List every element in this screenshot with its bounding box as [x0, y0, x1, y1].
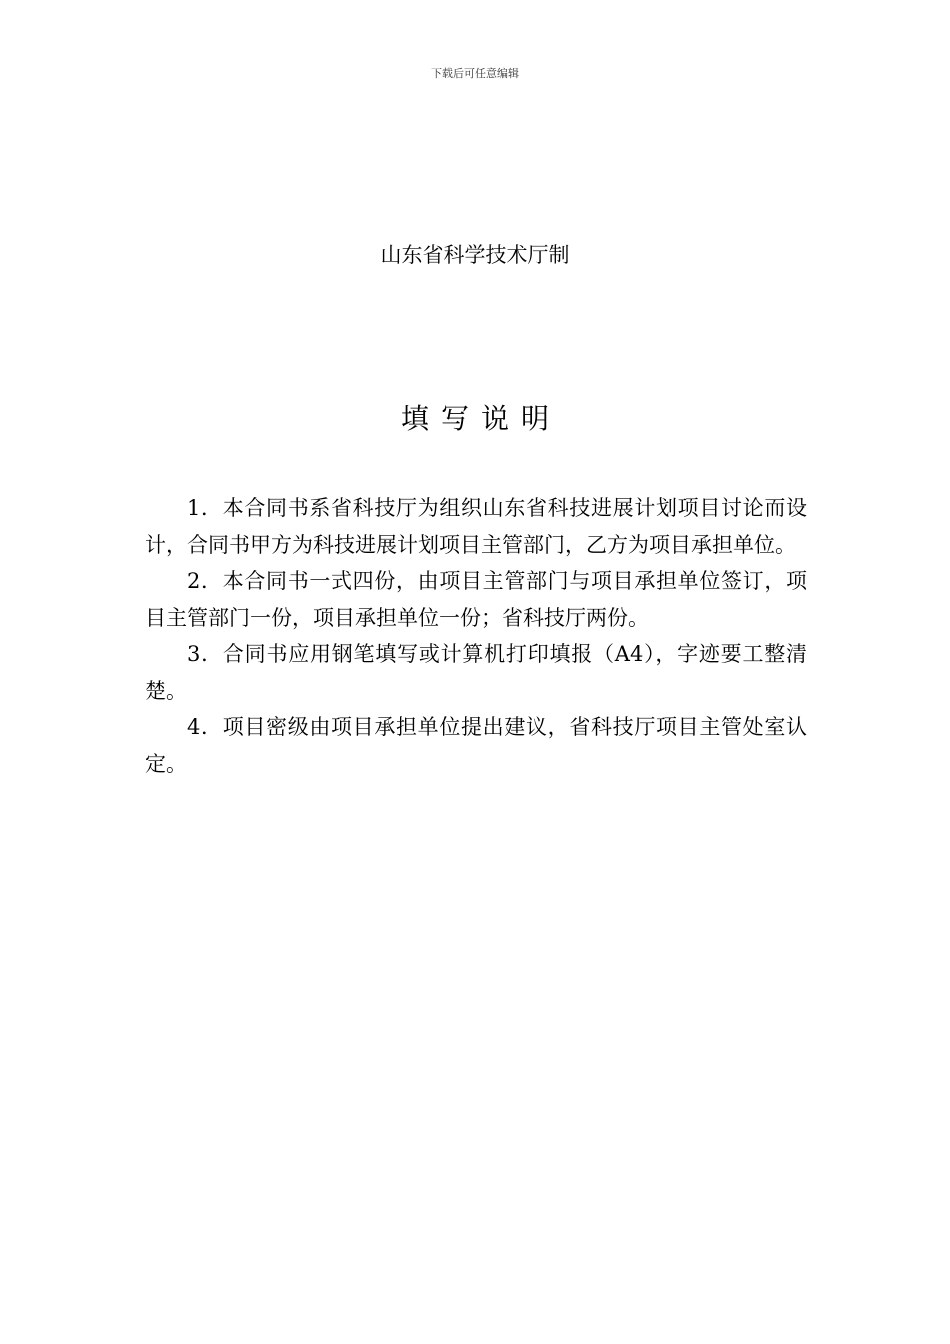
section-title: 填写说明	[400, 402, 561, 435]
header-note: 下载后可任意编辑	[431, 67, 519, 80]
instruction-item-2: 2．本合同书一式四份，由项目主管部门与项目承担单位签订，项目主管部门一份，项目承担单位一份；省科技厅两份。	[145, 569, 807, 630]
issuer-line: 山东省科学技术厅制	[380, 243, 570, 267]
instruction-item-3: 3．合同书应用钢笔填写或计算机打印填报（A4），字迹要工整清楚。	[145, 642, 807, 703]
instruction-item-4: 4．项目密级由项目承担单位提出建议，省科技厅项目主管处室认定。	[145, 715, 807, 776]
instruction-item-1: 1．本合同书系省科技厅为组织山东省科技进展计划项目讨论而设计，合同书甲方为科技进展计划项目主管部门，乙方为项目承担单位。	[145, 496, 807, 557]
instructions-list	[145, 490, 807, 782]
